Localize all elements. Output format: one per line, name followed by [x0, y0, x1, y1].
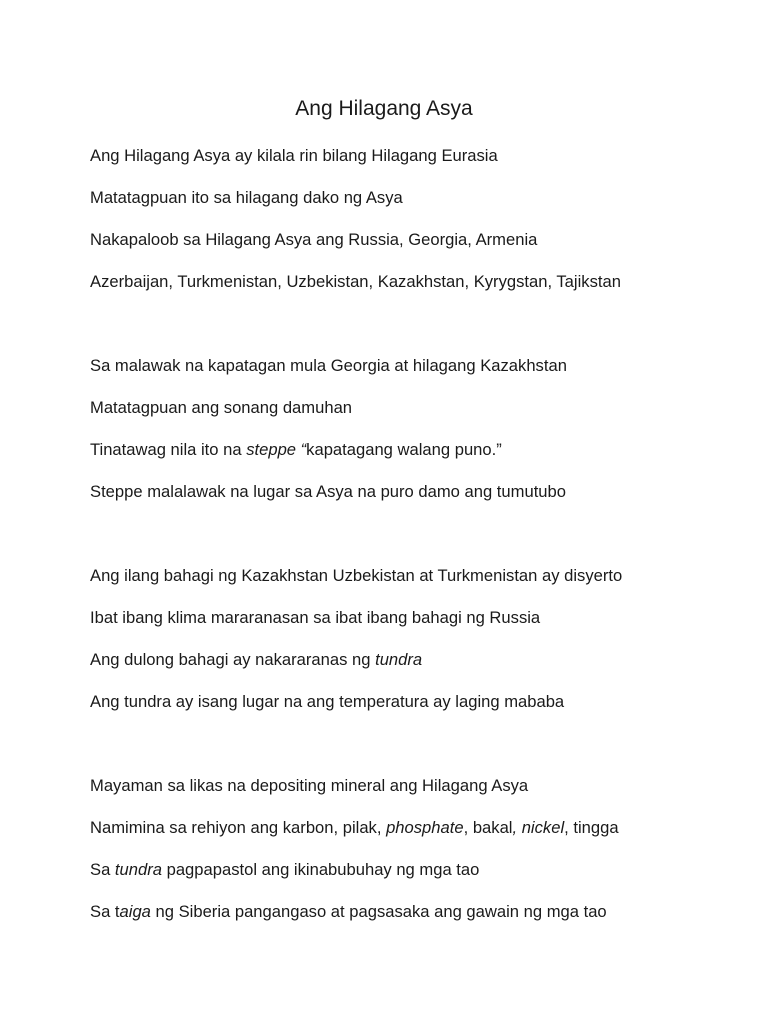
italic-term: tundra	[375, 650, 423, 669]
text-line: Ang Hilagang Asya ay kilala rin bilang Hilagang Eurasia	[90, 146, 498, 165]
italic-term: , nickel	[512, 818, 565, 837]
text-line	[90, 817, 619, 839]
text-line: Matatagpuan ito sa hilagang dako ng Asya	[90, 188, 403, 207]
text-segment: ng Siberia pangangaso at pagsasaka ang gawain ng mga tao	[150, 902, 607, 921]
italic-term: tundra	[114, 860, 162, 879]
text-segment: Ang dulong bahagi ay nakararanas ng	[90, 650, 376, 669]
text-segment: , tingga	[564, 818, 619, 837]
text-line	[90, 901, 607, 923]
text-line: Ibat ibang klima mararanasan sa ibat ibang bahagi ng Russia	[90, 608, 541, 627]
text-line: Azerbaijan, Turkmenistan, Uzbekistan, Kazakhstan, Kyrygstan, Tajikstan	[90, 272, 621, 291]
text-line: Mayaman sa likas na depositing mineral ang Hilagang Asya	[90, 776, 529, 795]
text-line: Matatagpuan ang sonang damuhan	[90, 398, 353, 417]
text-line: Ang ilang bahagi ng Kazakhstan Uzbekistan at Turkmenistan ay disyerto	[90, 566, 623, 585]
text-line	[90, 649, 422, 671]
text-segment: Namimina sa rehiyon ang karbon, pilak,	[90, 818, 387, 837]
text-line	[90, 439, 502, 461]
text-segment: Tinatawag nila ito na	[90, 440, 247, 459]
text-line: Steppe malalawak na lugar sa Asya na puro damo ang tumutubo	[90, 482, 566, 501]
text-segment: Sa t	[90, 902, 120, 921]
text-line: Nakapaloob sa Hilagang Asya ang Russia, Georgia, Armenia	[90, 230, 538, 249]
text-line: Ang tundra ay isang lugar na ang temperatura ay laging mababa	[90, 692, 565, 711]
document-title: Ang Hilagang Asya	[295, 97, 473, 120]
text-line: Sa malawak na kapatagan mula Georgia at hilagang Kazakhstan	[90, 356, 567, 375]
italic-term: steppe “	[246, 440, 307, 459]
text-line	[90, 859, 479, 881]
italic-term: aiga	[119, 902, 151, 921]
text-segment: pagpapastol ang ikinabubuhay ng mga tao	[161, 860, 480, 879]
text-segment: kapatagang walang puno.”	[306, 440, 502, 459]
text-segment: Sa	[90, 860, 115, 879]
italic-term: phosphate	[386, 818, 464, 837]
text-segment: , bakal	[463, 818, 513, 837]
